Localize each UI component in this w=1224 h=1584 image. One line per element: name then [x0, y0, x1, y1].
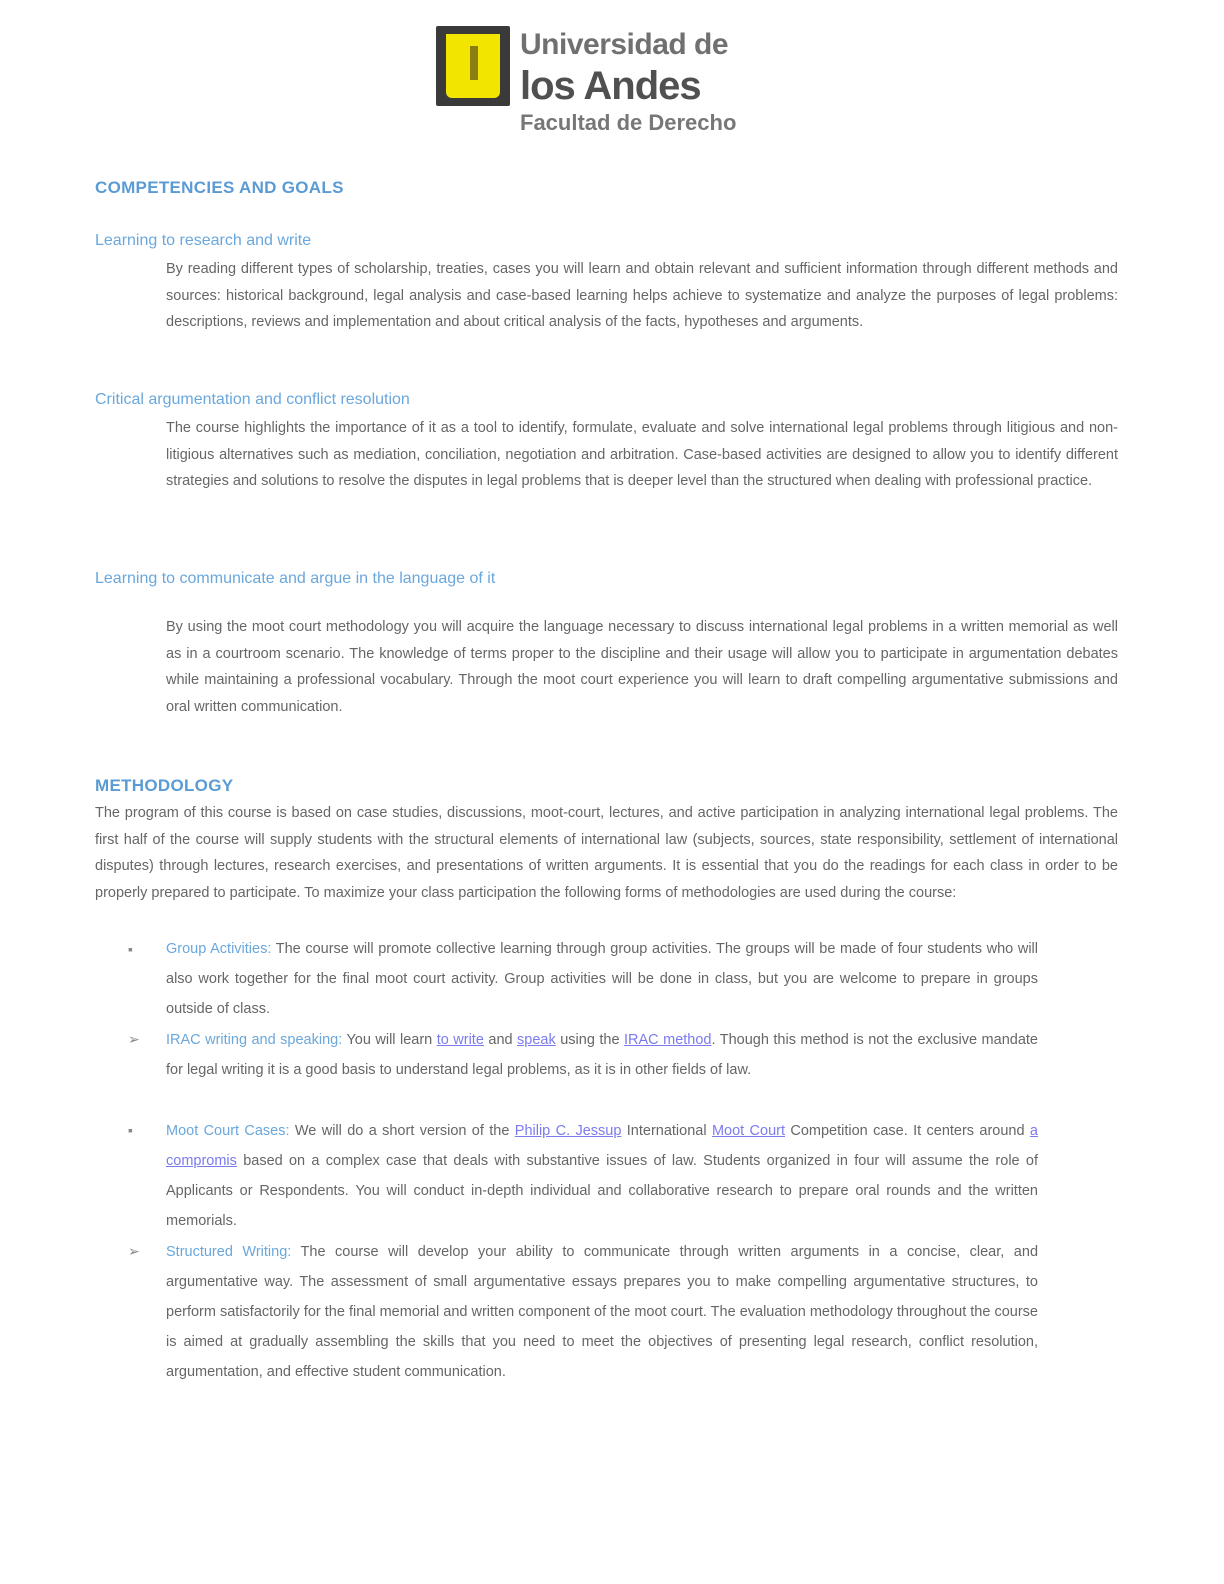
- bullet-square-icon: ▪: [128, 941, 133, 957]
- link-to-write[interactable]: to write: [436, 1032, 484, 1048]
- list-item-text: and: [483, 1032, 518, 1048]
- list-item-text: based on a complex case that deals with substantive issues of law. Students organized in four will assume the role of Applicants or Respondents. You will conduct in-depth individual and collaborative research to prepare oral rounds and the written memorials.: [166, 1153, 1038, 1229]
- link-jessup[interactable]: Philip C. Jessup: [514, 1123, 622, 1139]
- subsection-heading-research: Learning to research and write: [95, 232, 312, 249]
- subsection-heading-communication: Learning to communicate and argue in the language of it: [95, 570, 496, 587]
- link-irac-method[interactable]: IRAC method: [624, 1032, 712, 1048]
- logo-university-name: Universidad de: [520, 28, 729, 61]
- link-compromis[interactable]: a compromis: [166, 1123, 1038, 1169]
- paragraph-methodology-intro: The program of this course is based on case studies, discussions, moot-court, lectures, and active participation in analyzing international legal problems. The first half of the course will supply students with the structural elements of international law (subjects, sources, state responsibility, settlement of international disputes) through lectures, research exercises, and presentations of written arguments. It is essential that you do the readings for each class in order to be properly prepared to participate. To maximize your class participation the following forms of methodologies are used during the course:: [95, 805, 1118, 901]
- paragraph-research: By reading different types of scholarship, treaties, cases you will learn and obtain relevant and sufficient information through different methods and sources: historical background, legal analysis and case-based learning helps achieve to systematize and analyze the purposes of legal problems: descriptions, reviews and implementation and about critical analysis of the facts, hypotheses and arguments.: [166, 261, 1118, 330]
- section-heading-methodology: METHODOLOGY: [95, 776, 234, 795]
- list-item-moot-court: [166, 1116, 1038, 1236]
- list-item-text: You will learn: [342, 1032, 437, 1048]
- bullet-arrow-icon: ➢: [128, 1031, 140, 1047]
- list-item-text: using the: [555, 1032, 624, 1048]
- bullet-square-icon: ▪: [128, 1122, 133, 1138]
- list-item-label: IRAC writing and speaking:: [166, 1032, 343, 1048]
- list-item-text: Competition case. It centers around: [785, 1123, 1030, 1139]
- list-item-irac: [166, 1025, 1038, 1085]
- university-logo: [436, 24, 738, 136]
- logo-faculty: Facultad de Derecho: [520, 110, 737, 135]
- section-heading-competencies: COMPETENCIES AND GOALS: [95, 178, 344, 197]
- link-moot-court[interactable]: Moot Court: [711, 1123, 785, 1139]
- logo-university-name-2: los Andes: [520, 64, 701, 108]
- list-item-text: International: [621, 1123, 712, 1139]
- list-item-structured-writing: [166, 1237, 1038, 1387]
- list-item-group-activities: [166, 934, 1038, 1024]
- subsection-heading-argumentation: Critical argumentation and conflict resolution: [95, 391, 410, 408]
- list-item-label: Group Activities:: [166, 941, 272, 957]
- shield-icon: [436, 26, 510, 106]
- list-item-label: Moot Court Cases:: [166, 1123, 290, 1139]
- list-item-text: . Though this method is not the exclusive mandate for legal writing it is a good basis to understand legal problems, as it is in other fields of law.: [166, 1032, 1038, 1078]
- paragraph-communication: By using the moot court methodology you will acquire the language necessary to discuss international legal problems in a written memorial as well as in a courtroom scenario. The knowledge of terms proper to the discipline and their usage will allow you to participate in argumentation debates while maintaining a professional vocabulary. Through the moot court experience you will learn to draft compelling argumentative submissions and oral written communication.: [166, 619, 1118, 715]
- list-item-text: We will do a short version of the: [289, 1123, 515, 1139]
- list-item-text: The course will develop your ability to communicate through written arguments in a concise, clear, and argumentative way. The assessment of small argumentative essays prepares you to make compelling argumentative structures, to perform satisfactorily for the final memorial and written component of the moot court. The evaluation methodology throughout the course is aimed at gradually assembling the skills that you need to meet the objectives of presenting legal research, conflict resolution, argumentation, and effective student communication.: [166, 1244, 1039, 1380]
- bullet-arrow-icon: ➢: [128, 1243, 140, 1259]
- link-speak[interactable]: speak: [517, 1032, 556, 1048]
- list-item-label: Structured Writing:: [166, 1244, 292, 1260]
- list-item-text: The course will promote collective learning through group activities. The groups will be made of four students who will also work together for the final moot court activity. Group activities will be done in class, but you are welcome to prepare in groups outside of class.: [166, 941, 1038, 1017]
- paragraph-argumentation: The course highlights the importance of it as a tool to identify, formulate, evaluate and solve international legal problems through litigious and non-litigious alternatives such as mediation, conciliation, negotiation and arbitration. Case-based activities are designed to allow you to identify different strategies and solutions to resolve the disputes in legal problems that is deeper level than the structured when dealing with professional practice.: [166, 420, 1118, 489]
